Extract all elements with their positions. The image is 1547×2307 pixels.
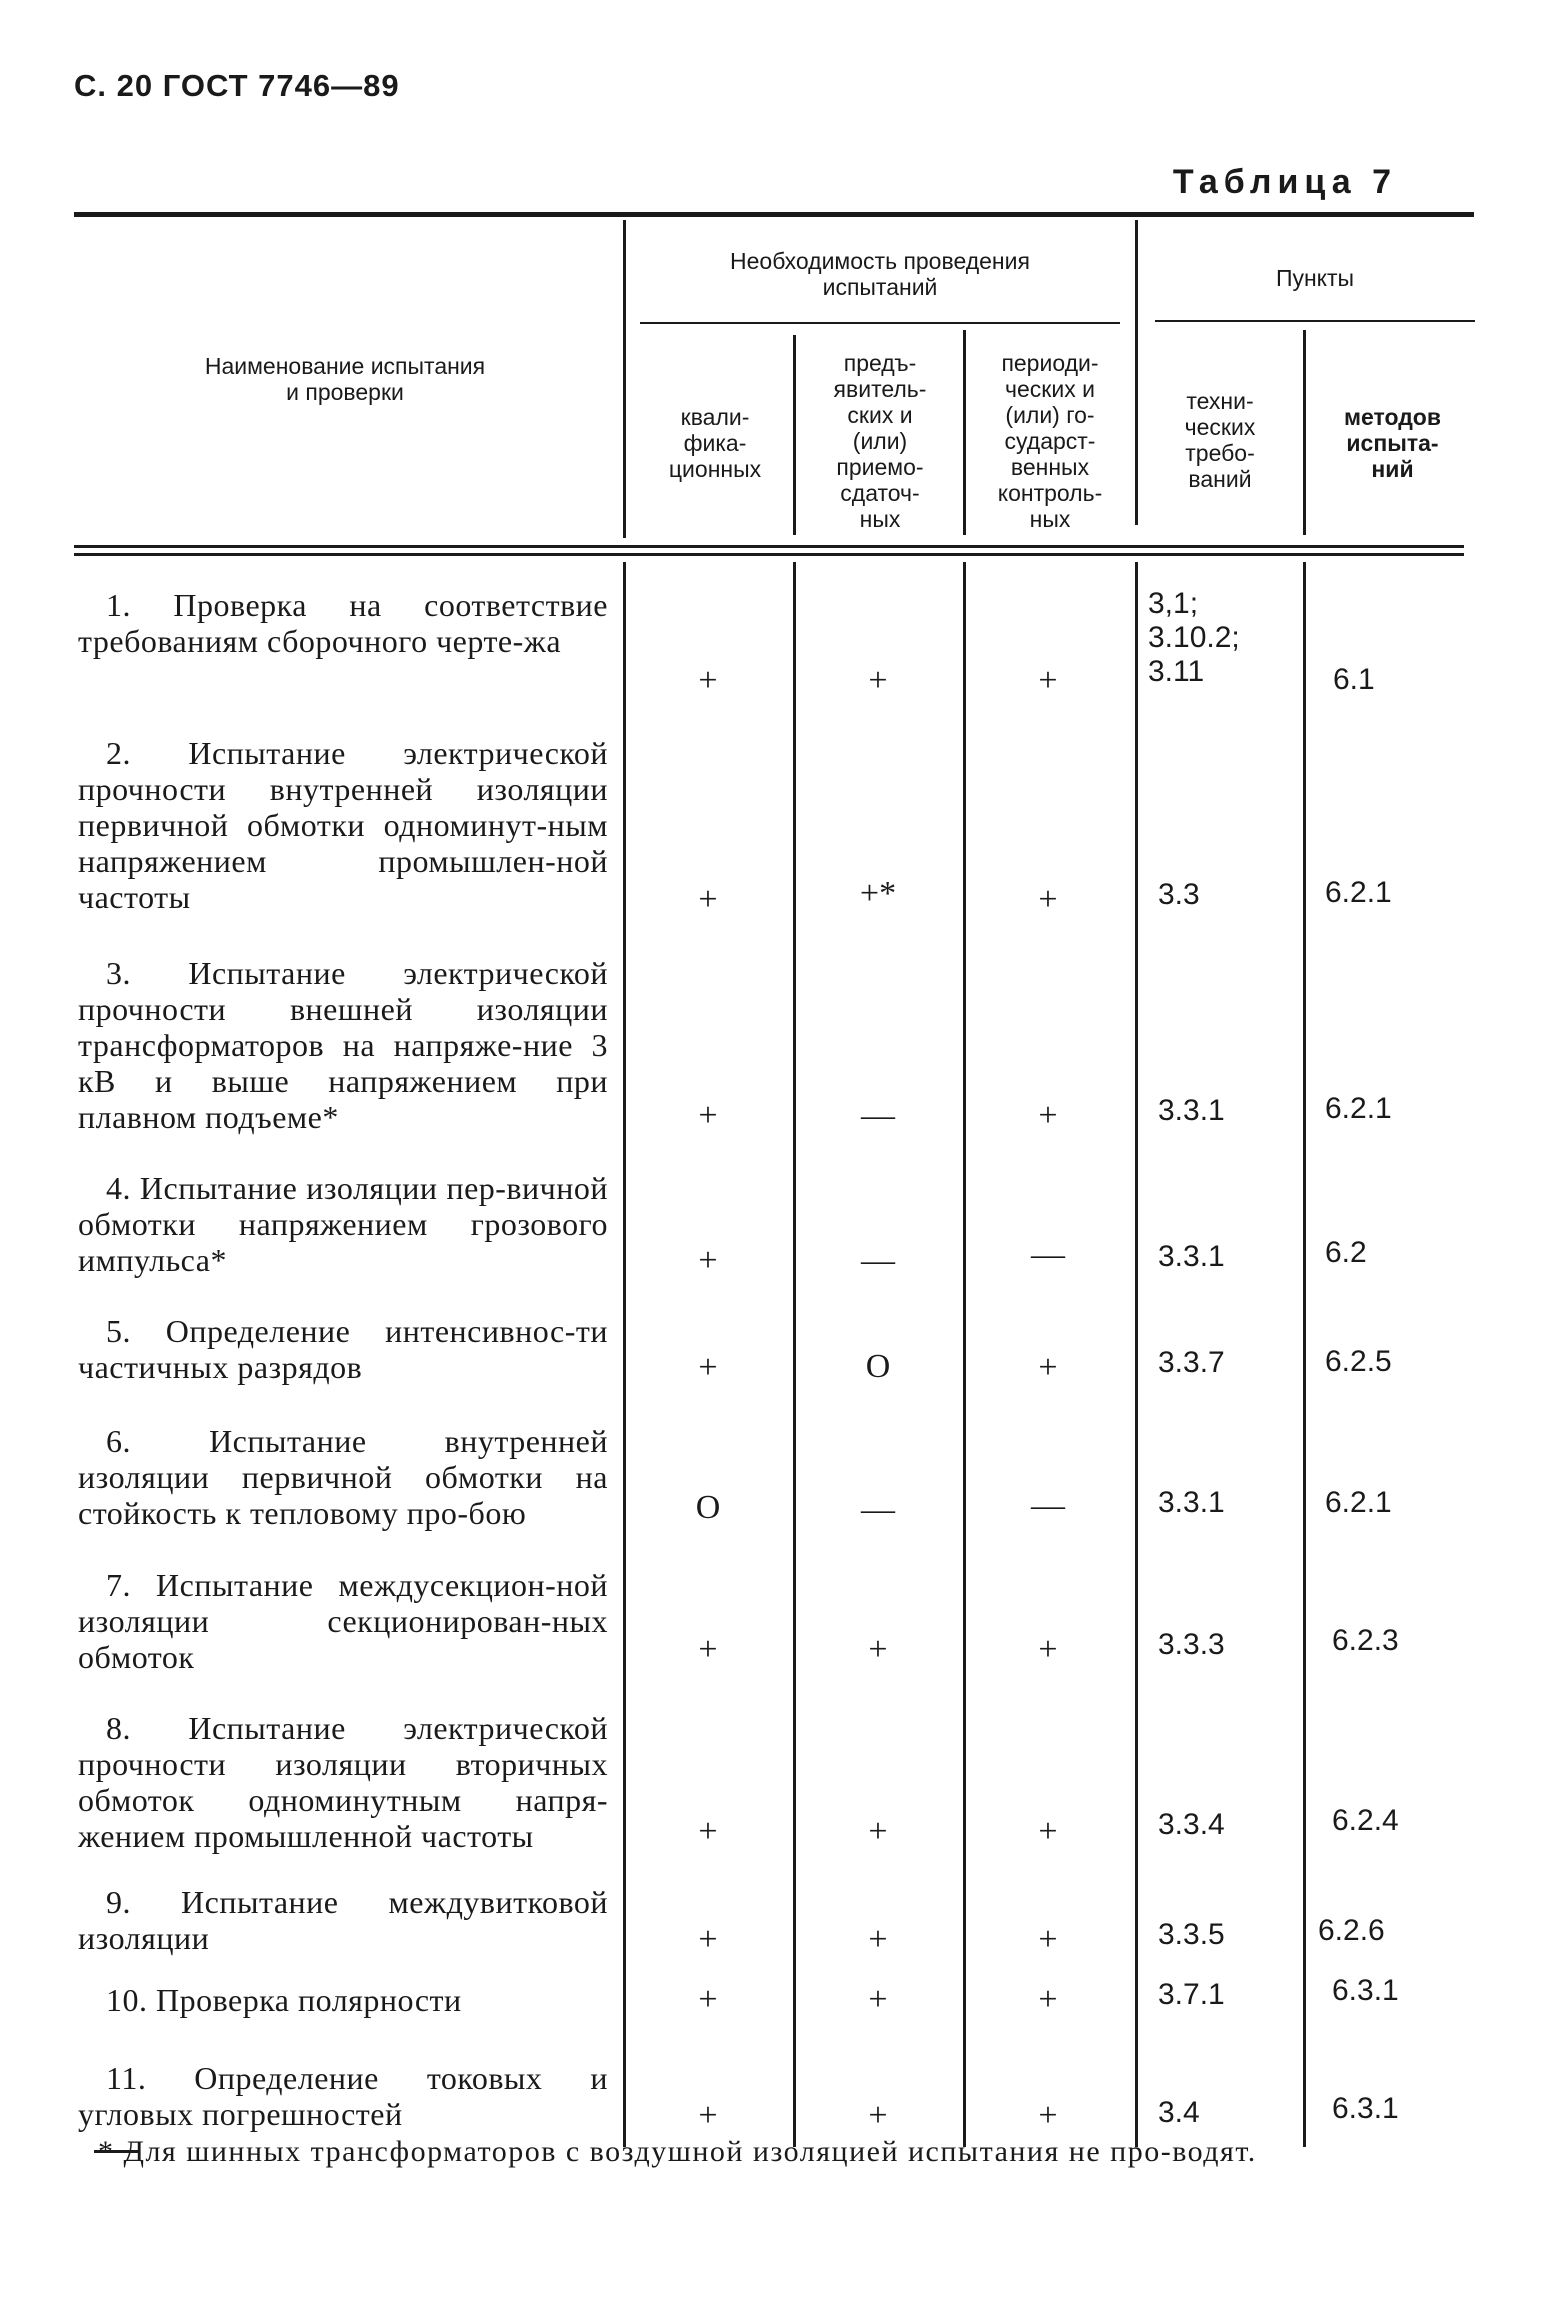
row-5-name: 5. Определение интенсивнос-ти частичных разрядов bbox=[78, 1313, 608, 1385]
row-3-tech: 3.3.1 bbox=[1158, 1094, 1225, 1127]
footnote: * Для шинных трансформаторов с воздушной изоляцией испытания не про-водят. bbox=[98, 2135, 1257, 2168]
row-2-method: 6.2.1 bbox=[1325, 876, 1392, 909]
row-7-periodic: + bbox=[1038, 1631, 1058, 1668]
row-8-method: 6.2.4 bbox=[1332, 1804, 1399, 1837]
header-preliminary: предъ- явитель- ских и (или) приемо- сдаточ- ных bbox=[833, 350, 927, 532]
row-3-periodic: + bbox=[1038, 1097, 1058, 1134]
row-10-periodic: + bbox=[1038, 1981, 1058, 2018]
row-8-prelim: + bbox=[868, 1813, 888, 1850]
row-11-qual: + bbox=[698, 2097, 718, 2134]
header-rule-1 bbox=[74, 545, 1464, 548]
row-5-qual: + bbox=[698, 1349, 718, 1386]
row-1-method: 6.1 bbox=[1333, 663, 1375, 696]
row-4-name: 4. Испытание изоляции пер-вичной обмотки напряжением грозового импульса* bbox=[78, 1170, 608, 1278]
col-divider-periodic bbox=[1135, 562, 1138, 2147]
row-5-periodic: + bbox=[1038, 1349, 1058, 1386]
row-7-tech: 3.3.3 bbox=[1158, 1628, 1225, 1661]
row-9-tech: 3.3.5 bbox=[1158, 1918, 1225, 1951]
row-1-name: 1. Проверка на соответствие требованиям сборочного черте-жа bbox=[78, 587, 608, 659]
points-group-rule bbox=[1155, 320, 1475, 322]
header-necessity-group: Необходимость проведения испытаний bbox=[730, 248, 1030, 300]
row-3-name: 3. Испытание электрической прочности внешней изоляции трансформаторов на напряже-ние 3 кВ и выше напряжением при плавном подъеме* bbox=[78, 955, 608, 1135]
row-9-method: 6.2.6 bbox=[1318, 1914, 1385, 1947]
top-rule bbox=[74, 212, 1474, 217]
header-periodic: периоди- ческих и (или) го- сударст- венных контроль- ных bbox=[997, 350, 1103, 532]
row-11-method: 6.3.1 bbox=[1332, 2092, 1399, 2125]
row-5-method: 6.2.5 bbox=[1325, 1345, 1392, 1378]
row-7-qual: + bbox=[698, 1631, 718, 1668]
col-divider-name bbox=[623, 562, 626, 2147]
row-10-prelim: + bbox=[868, 1981, 888, 2018]
table-caption: Таблица 7 bbox=[1172, 163, 1397, 201]
row-4-periodic: — bbox=[1031, 1236, 1065, 1273]
col-divider-name-header bbox=[623, 220, 626, 538]
row-8-name: 8. Испытание электрической прочности изоляции вторичных обмоток одноминутным напря-жением промышленной частоты bbox=[78, 1710, 608, 1854]
row-10-name: 10. Проверка полярности bbox=[106, 1982, 462, 2018]
row-3-method: 6.2.1 bbox=[1325, 1092, 1392, 1125]
row-4-method: 6.2 bbox=[1325, 1236, 1367, 1269]
header-qualification: квали- фика- ционных bbox=[668, 404, 762, 482]
header-test-methods: методов испыта- ний bbox=[1344, 404, 1441, 482]
col-divider-qual bbox=[793, 562, 796, 2147]
page-header: С. 20 ГОСТ 7746—89 bbox=[74, 68, 400, 103]
col-divider-periodic-header bbox=[1135, 220, 1138, 525]
row-8-qual: + bbox=[698, 1813, 718, 1850]
row-3-qual: + bbox=[698, 1097, 718, 1134]
row-5-tech: 3.3.7 bbox=[1158, 1346, 1225, 1379]
row-2-tech: 3.3 bbox=[1158, 878, 1200, 911]
row-7-name: 7. Испытание междусекцион-ной изоляции секционирован-ных обмоток bbox=[78, 1567, 608, 1675]
row-7-method: 6.2.3 bbox=[1332, 1624, 1399, 1657]
row-4-prelim: — bbox=[861, 1242, 895, 1279]
row-10-qual: + bbox=[698, 1981, 718, 2018]
row-1-periodic: + bbox=[1038, 662, 1058, 699]
row-6-method: 6.2.1 bbox=[1325, 1486, 1392, 1519]
row-8-periodic: + bbox=[1038, 1813, 1058, 1850]
row-5-prelim: О bbox=[865, 1348, 891, 1385]
header-name: Наименование испытания и проверки bbox=[204, 353, 486, 405]
row-6-prelim: — bbox=[861, 1491, 895, 1528]
col-divider-prelim bbox=[963, 562, 966, 2147]
row-6-periodic: — bbox=[1031, 1487, 1065, 1524]
row-1-tech: 3,1; 3.10.2; 3.11 bbox=[1148, 587, 1240, 688]
header-rule-2 bbox=[74, 553, 1464, 556]
col-divider-qual-header bbox=[793, 335, 796, 535]
row-4-qual: + bbox=[698, 1242, 718, 1279]
row-1-qual: + bbox=[698, 662, 718, 699]
row-2-periodic: + bbox=[1038, 881, 1058, 918]
row-11-periodic: + bbox=[1038, 2097, 1058, 2134]
row-2-prelim: +* bbox=[859, 875, 897, 912]
col-divider-tech-header bbox=[1303, 330, 1306, 535]
row-11-name: 11. Определение токовых и угловых погрешностей bbox=[78, 2060, 608, 2132]
row-1-prelim: + bbox=[868, 662, 888, 699]
col-divider-tech bbox=[1303, 562, 1306, 2147]
row-2-name: 2. Испытание электрической прочности внутренней изоляции первичной обмотки одноминут-ным напряжением промышлен-ной частоты bbox=[78, 735, 608, 915]
row-10-tech: 3.7.1 bbox=[1158, 1978, 1225, 2011]
row-4-tech: 3.3.1 bbox=[1158, 1240, 1225, 1273]
row-2-qual: + bbox=[698, 881, 718, 918]
row-11-prelim: + bbox=[868, 2097, 888, 2134]
row-8-tech: 3.3.4 bbox=[1158, 1808, 1225, 1841]
row-9-prelim: + bbox=[868, 1921, 888, 1958]
row-9-periodic: + bbox=[1038, 1921, 1058, 1958]
row-6-tech: 3.3.1 bbox=[1158, 1486, 1225, 1519]
row-11-tech: 3.4 bbox=[1158, 2096, 1200, 2129]
row-6-name: 6. Испытание внутренней изоляции первичной обмотки на стойкость к тепловому про-бою bbox=[78, 1423, 608, 1531]
row-9-name: 9. Испытание междувитковой изоляции bbox=[78, 1884, 608, 1956]
row-7-prelim: + bbox=[868, 1631, 888, 1668]
header-technical-requirements: техни- ческих требо- ваний bbox=[1184, 388, 1256, 492]
col-divider-prelim-header bbox=[963, 330, 966, 535]
necessity-group-rule bbox=[640, 322, 1120, 324]
row-9-qual: + bbox=[698, 1921, 718, 1958]
row-3-prelim: — bbox=[861, 1097, 895, 1134]
header-points-group: Пункты bbox=[1275, 265, 1355, 291]
row-6-qual: О bbox=[695, 1489, 721, 1526]
row-10-method: 6.3.1 bbox=[1332, 1974, 1399, 2007]
